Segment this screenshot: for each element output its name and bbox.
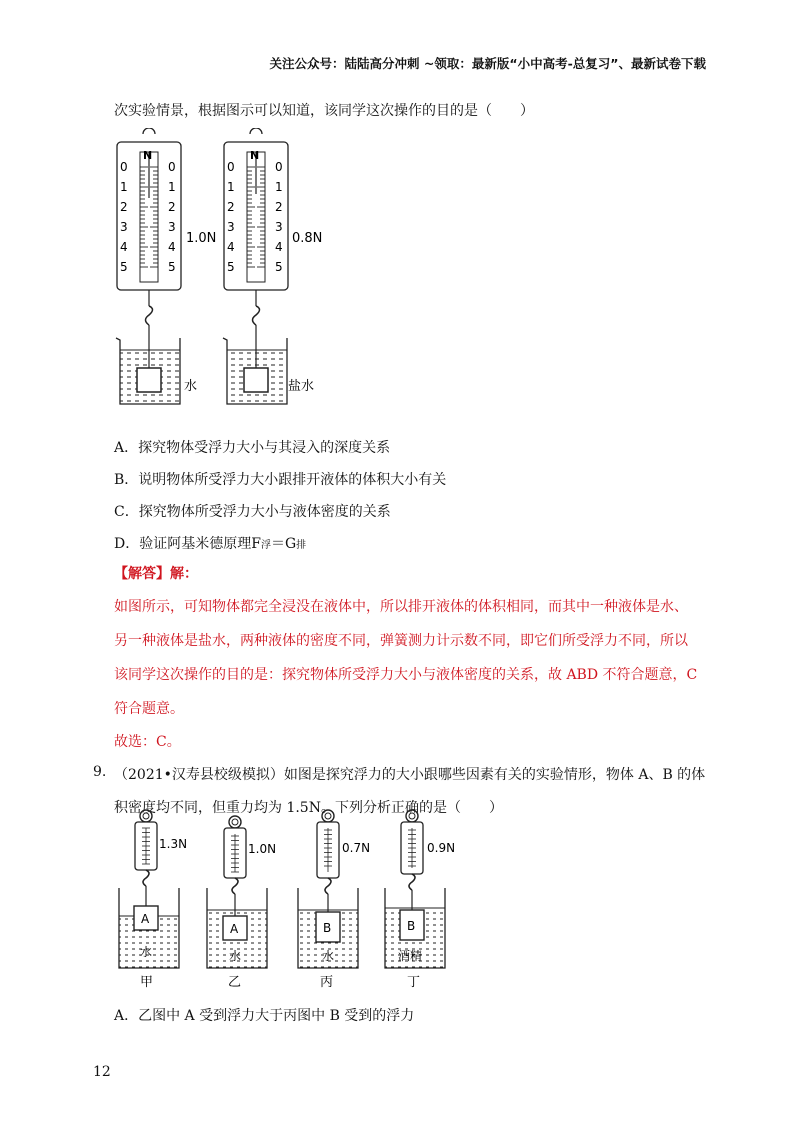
panel-bing-caption: 丙 xyxy=(320,975,334,990)
left-liquid-label: 水 xyxy=(184,379,198,394)
left-beaker xyxy=(116,325,180,404)
panel-jia-reading: 1.3N xyxy=(159,837,188,851)
solution-line-4: 符合题意。 xyxy=(114,701,184,717)
right-scale-0-l: 0 xyxy=(227,160,235,174)
q9-number: 9. xyxy=(93,764,107,780)
right-scale-4-l: 4 xyxy=(227,240,235,254)
left-scale-5-r: 5 xyxy=(168,260,176,274)
left-scale-0-l: 0 xyxy=(120,160,128,174)
left-scale-3-l: 3 xyxy=(120,220,128,234)
q8-option-d-sub-fu: 浮 xyxy=(260,540,271,551)
panel-jia-object: A xyxy=(141,912,150,926)
solution-answer: 故选：C。 xyxy=(114,734,181,750)
solution-label: 【解答】解： xyxy=(114,566,198,582)
right-scale-3-l: 3 xyxy=(227,220,235,234)
left-scale-1-l: 1 xyxy=(120,180,128,194)
left-scale-N-label: N xyxy=(143,149,153,162)
left-reading: 1.0N xyxy=(186,231,217,246)
right-liquid-label: 盐水 xyxy=(288,379,315,394)
right-beaker xyxy=(223,325,287,404)
panel-jia-caption: 甲 xyxy=(140,975,154,990)
left-scale-2-r: 2 xyxy=(168,200,176,214)
page-number: 12 xyxy=(93,1064,111,1080)
q8-option-c: C．探究物体所受浮力大小与液体密度的关系 xyxy=(114,504,391,520)
panel-bing-reading: 0.7N xyxy=(342,841,371,855)
solution-line-3: 该同学这次操作的目的是：探究物体所受浮力大小与液体密度的关系，故 ABD 不符合题意，C xyxy=(114,667,698,683)
panel-bing-object: B xyxy=(323,921,332,935)
right-scale-5-l: 5 xyxy=(227,260,235,274)
q9-figure xyxy=(110,808,470,993)
right-scale-2-r: 2 xyxy=(275,200,283,214)
right-scale-N-label: N xyxy=(250,149,260,162)
solution-line-2: 另一种液体是盐水，两种液体的密度不同，弹簧测力计示数不同，即它们所受浮力不同，所以 xyxy=(114,633,688,649)
q9-stem-line-1: （2021•汉寿县校级模拟）如图是探究浮力的大小跟哪些因素有关的实验情形，物体 A、B 的体 xyxy=(114,767,706,783)
left-scale-5-l: 5 xyxy=(120,260,128,274)
panel-bing-liquid: 水 xyxy=(322,949,335,963)
q8-option-d-sub-pai: 排 xyxy=(296,540,307,551)
q8-figure xyxy=(110,128,350,413)
left-scale-2-l: 2 xyxy=(120,200,128,214)
panel-yi-liquid: 水 xyxy=(229,949,242,963)
right-scale-3-r: 3 xyxy=(275,220,283,234)
right-scale-0-r: 0 xyxy=(275,160,283,174)
left-scale-0-r: 0 xyxy=(168,160,176,174)
left-scale-3-r: 3 xyxy=(168,220,176,234)
left-scale-4-l: 4 xyxy=(120,240,128,254)
panel-yi-object: A xyxy=(230,922,239,936)
solution-line-1: 如图所示，可知物体都完全浸没在液体中，所以排开液体的体积相同，而其中一种液体是水、 xyxy=(114,599,688,615)
panel-yi-caption: 乙 xyxy=(228,975,242,990)
panel-yi-reading: 1.0N xyxy=(248,842,277,856)
q8-option-b: B．说明物体所受浮力大小跟排开液体的体积大小有关 xyxy=(114,472,447,488)
q8-stem: 次实验情景，根据图示可以知道，该同学这次操作的目的是（ ） xyxy=(114,103,534,119)
panel-ding xyxy=(385,810,445,968)
right-scale-1-l: 1 xyxy=(227,180,235,194)
q8-option-d xyxy=(114,533,306,553)
panel-ding-caption: 丁 xyxy=(407,975,421,990)
left-scale-1-r: 1 xyxy=(168,180,176,194)
panel-bing xyxy=(298,810,358,968)
q9-stem-line-2: 积密度均不同，但重力均为 1.5N。下列分析正确的是（ ） xyxy=(114,800,503,816)
panel-ding-object: B xyxy=(407,919,416,933)
right-scale-2-l: 2 xyxy=(227,200,235,214)
page-header: 关注公众号：陆陆高分冲刺 ~领取：最新版“小中高考-总复习”、最新试卷下载 xyxy=(269,56,706,71)
right-scale-5-r: 5 xyxy=(275,260,283,274)
left-scale-4-r: 4 xyxy=(168,240,176,254)
right-reading: 0.8N xyxy=(292,231,323,246)
q9-option-a: A．乙图中 A 受到浮力大于丙图中 B 受到的浮力 xyxy=(114,1008,415,1024)
q8-option-d-text: D．验证阿基米德原理F xyxy=(114,536,261,552)
right-scale-1-r: 1 xyxy=(275,180,283,194)
q8-option-d-eq: ＝G xyxy=(270,536,297,552)
right-scale-4-r: 4 xyxy=(275,240,283,254)
panel-jia-liquid: 水 xyxy=(140,945,153,959)
panel-ding-reading: 0.9N xyxy=(427,841,456,855)
panel-yi xyxy=(207,816,267,968)
q8-option-a: A．探究物体受浮力大小与其浸入的深度关系 xyxy=(114,440,391,456)
panel-ding-liquid: 酒精 xyxy=(398,949,423,963)
